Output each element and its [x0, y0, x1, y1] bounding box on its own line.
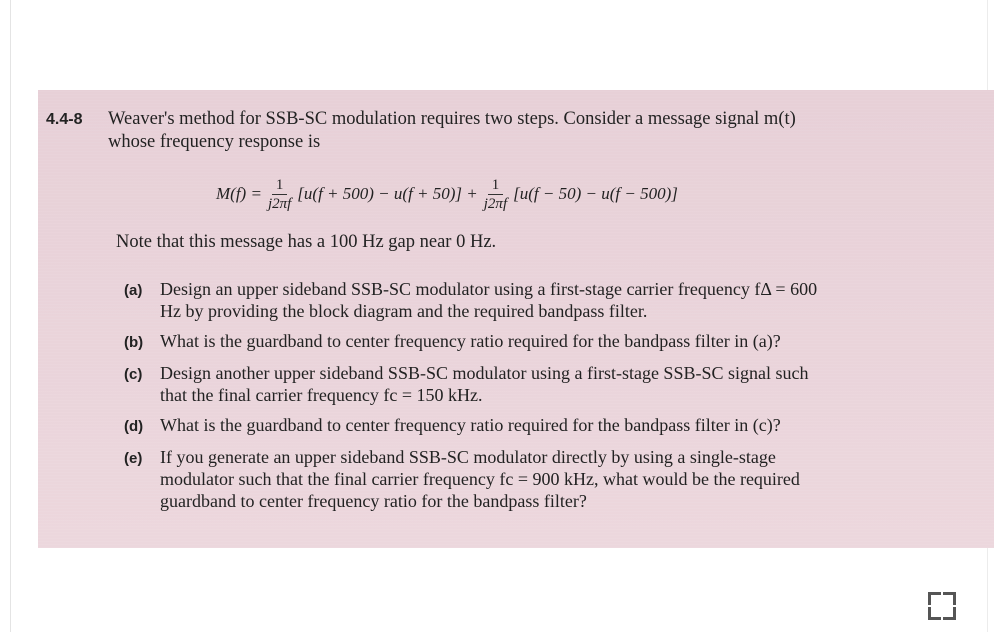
part-text: guardband to center frequency ratio for the bandpass filter?: [160, 491, 587, 511]
part-label: (e): [124, 450, 143, 467]
equation-term-1: [u(f + 500) − u(f + 50)] +: [297, 184, 478, 203]
problem-number: 4.4-8: [46, 111, 83, 128]
part-label: (c): [124, 366, 143, 383]
left-divider: [10, 0, 11, 632]
problem-image: [38, 90, 994, 548]
part-text: that the final carrier frequency fc = 150 kHz.: [160, 385, 483, 405]
problem-parts: [124, 278, 984, 520]
part-b: [124, 330, 984, 354]
part-text: What is the guardband to center frequency ratio required for the bandpass filter in (a)?: [160, 331, 781, 351]
statement-line-2: whose frequency response is: [108, 132, 321, 152]
expand-icon[interactable]: [922, 586, 962, 626]
part-text: Hz by providing the block diagram and the required bandpass filter.: [160, 301, 648, 321]
fraction-2-numerator: 1: [488, 176, 504, 195]
fraction-2-denominator: j2πf: [483, 195, 508, 212]
fraction-1-denominator: j2πf: [267, 195, 292, 212]
part-d: [124, 414, 984, 438]
equation-term-2: [u(f − 50) − u(f − 500)]: [513, 184, 678, 203]
problem-statement: [46, 108, 986, 153]
part-c: [124, 362, 984, 406]
part-label: (d): [124, 418, 144, 435]
part-text: Design an upper sideband SSB-SC modulator using a first-stage carrier frequency fΔ = 600: [160, 279, 818, 299]
fraction-2: [484, 176, 507, 213]
part-text: Design another upper sideband SSB-SC modulator using a first-stage SSB-SC signal such: [160, 363, 809, 383]
part-text: If you generate an upper sideband SSB-SC modulator directly by using a single-stage: [160, 447, 776, 467]
part-label: (b): [124, 334, 144, 351]
fraction-1-numerator: 1: [272, 176, 288, 195]
fraction-1: [268, 176, 291, 213]
equation-lhs: M(f) =: [216, 184, 262, 203]
part-text: What is the guardband to center frequency ratio required for the bandpass filter in (c)?: [160, 415, 781, 435]
part-a: [124, 278, 984, 322]
equation: [216, 168, 916, 220]
part-text: modulator such that the final carrier frequency fc = 900 kHz, what would be the required: [160, 469, 800, 489]
part-label: (a): [124, 282, 143, 299]
statement-line-1: Weaver's method for SSB-SC modulation requires two steps. Consider a message signal m(t): [108, 109, 796, 129]
note-text: Note that this message has a 100 Hz gap near 0 Hz.: [116, 232, 497, 252]
part-e: [124, 446, 984, 512]
